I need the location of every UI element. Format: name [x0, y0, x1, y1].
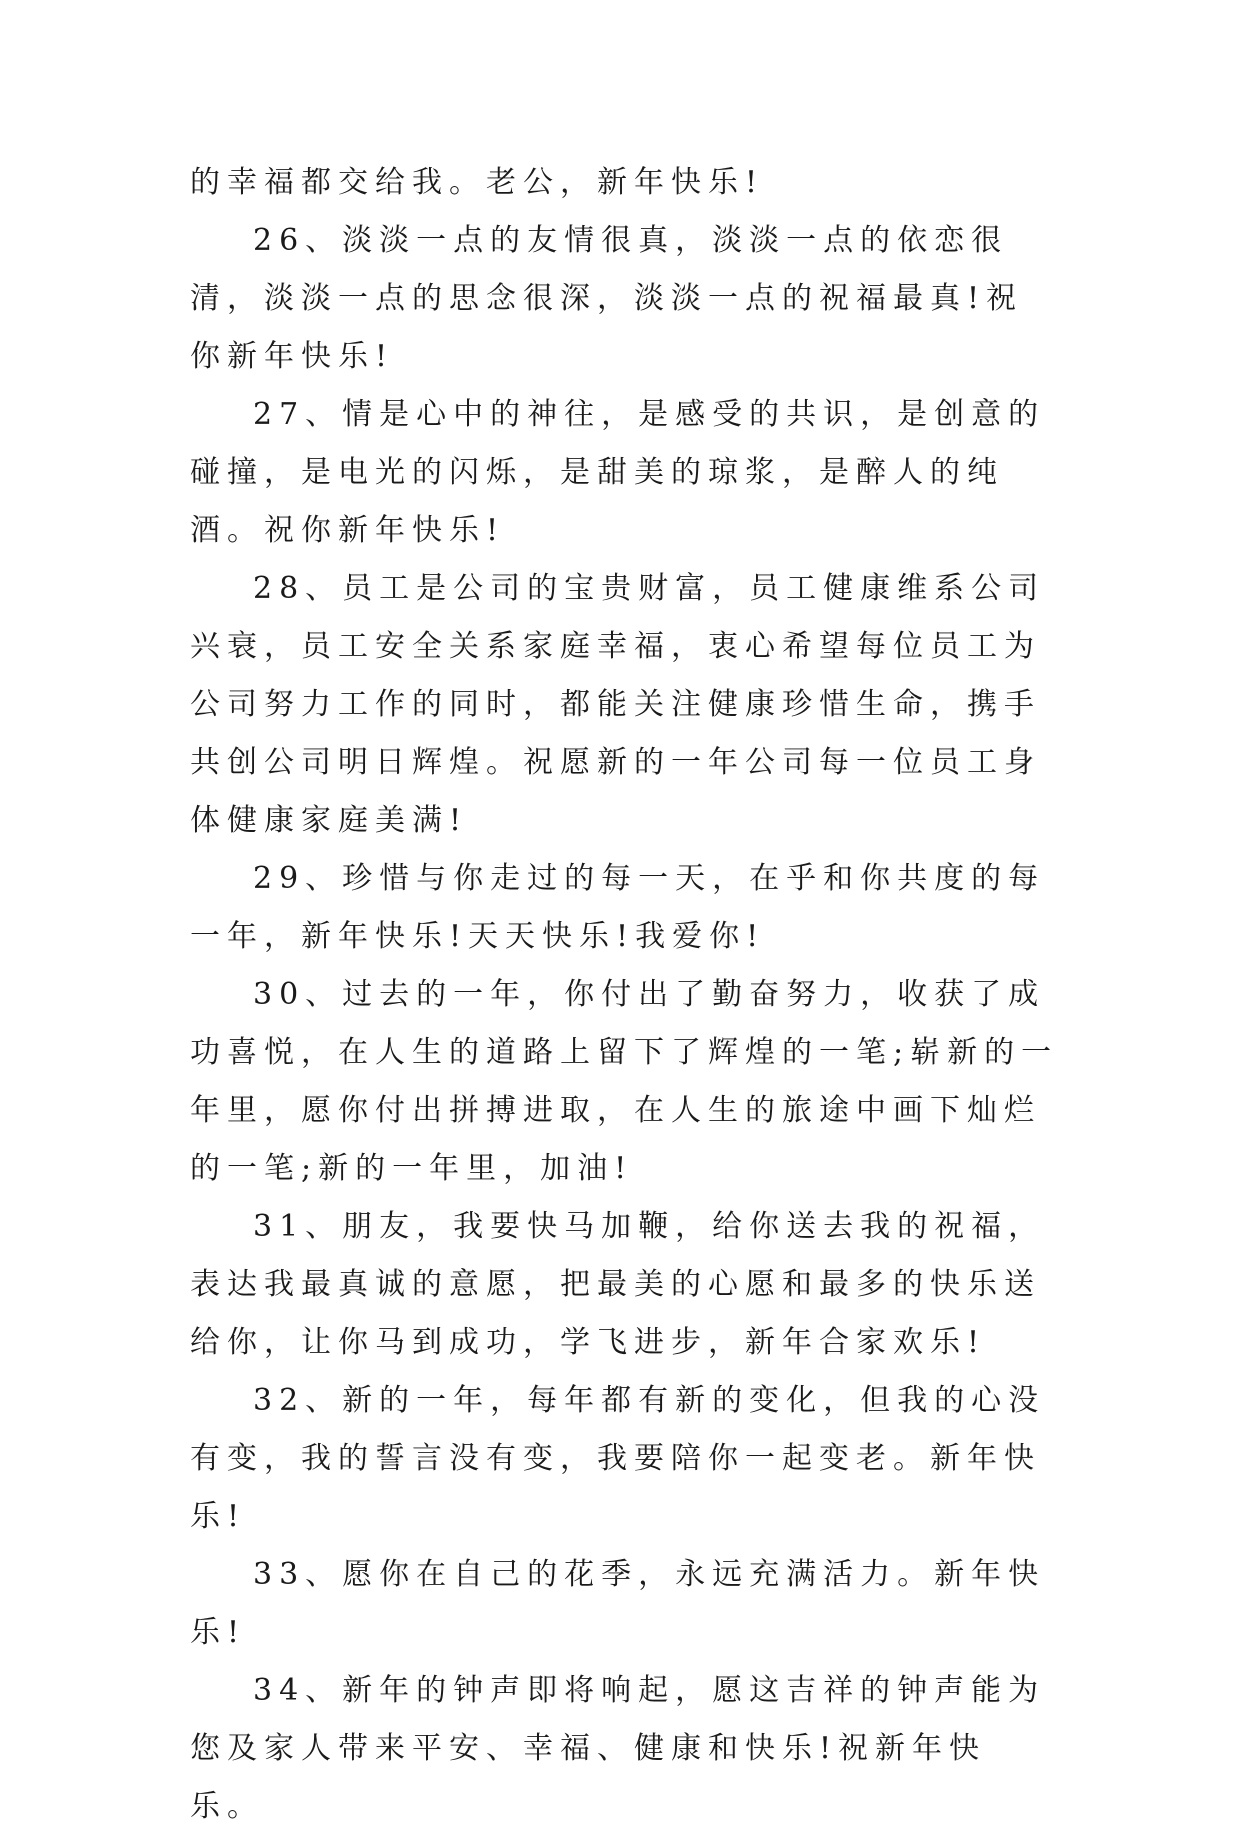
paragraph-27: 27、情是心中的神往，是感受的共识，是创意的碰撞，是电光的闪烁，是甜美的琼浆，是醉人的纯酒。祝你新年快乐! [190, 397, 1046, 548]
paragraph-25-continued: 的幸福都交给我。老公，新年快乐! [190, 165, 765, 200]
paragraph-26: 26、淡淡一点的友情很真，淡淡一点的依恋很清，淡淡一点的思念很深，淡淡一点的祝福最真!祝你新年快乐! [190, 223, 1024, 374]
paragraph-33: 33、愿你在自己的花季，永远充满活力。新年快乐! [190, 1557, 1046, 1650]
paragraph-32: 32、新的一年，每年都有新的变化，但我的心没有变，我的誓言没有变，我要陪你一起变老。新年快乐! [190, 1383, 1046, 1534]
paragraph-31: 31、朋友，我要快马加鞭，给你送去我的祝福，表达我最真诚的意愿，把最美的心愿和最多的快乐送给你，让你马到成功，学飞进步，新年合家欢乐! [190, 1209, 1046, 1360]
paragraph-34: 34、新年的钟声即将响起，愿这吉祥的钟声能为您及家人带来平安、幸福、健康和快乐!祝新年快乐。 [190, 1673, 1046, 1824]
paragraph-30: 30、过去的一年，你付出了勤奋努力，收获了成功喜悦，在人生的道路上留下了辉煌的一笔;崭新的一年里，愿你付出拼搏进取，在人生的旅途中画下灿烂的一笔;新的一年里，加油! [190, 977, 1059, 1186]
paragraph-28: 28、员工是公司的宝贵财富，员工健康维系公司兴衰，员工安全关系家庭幸福，衷心希望每位员工为公司努力工作的同时，都能关注健康珍惜生命，携手共创公司明日辉煌。祝愿新的一年公司每一位员工身体健康家庭美满! [190, 571, 1046, 838]
document-page [190, 154, 1060, 1836]
paragraph-29: 29、珍惜与你走过的每一天，在乎和你共度的每一年，新年快乐!天天快乐!我爱你! [190, 861, 1046, 954]
